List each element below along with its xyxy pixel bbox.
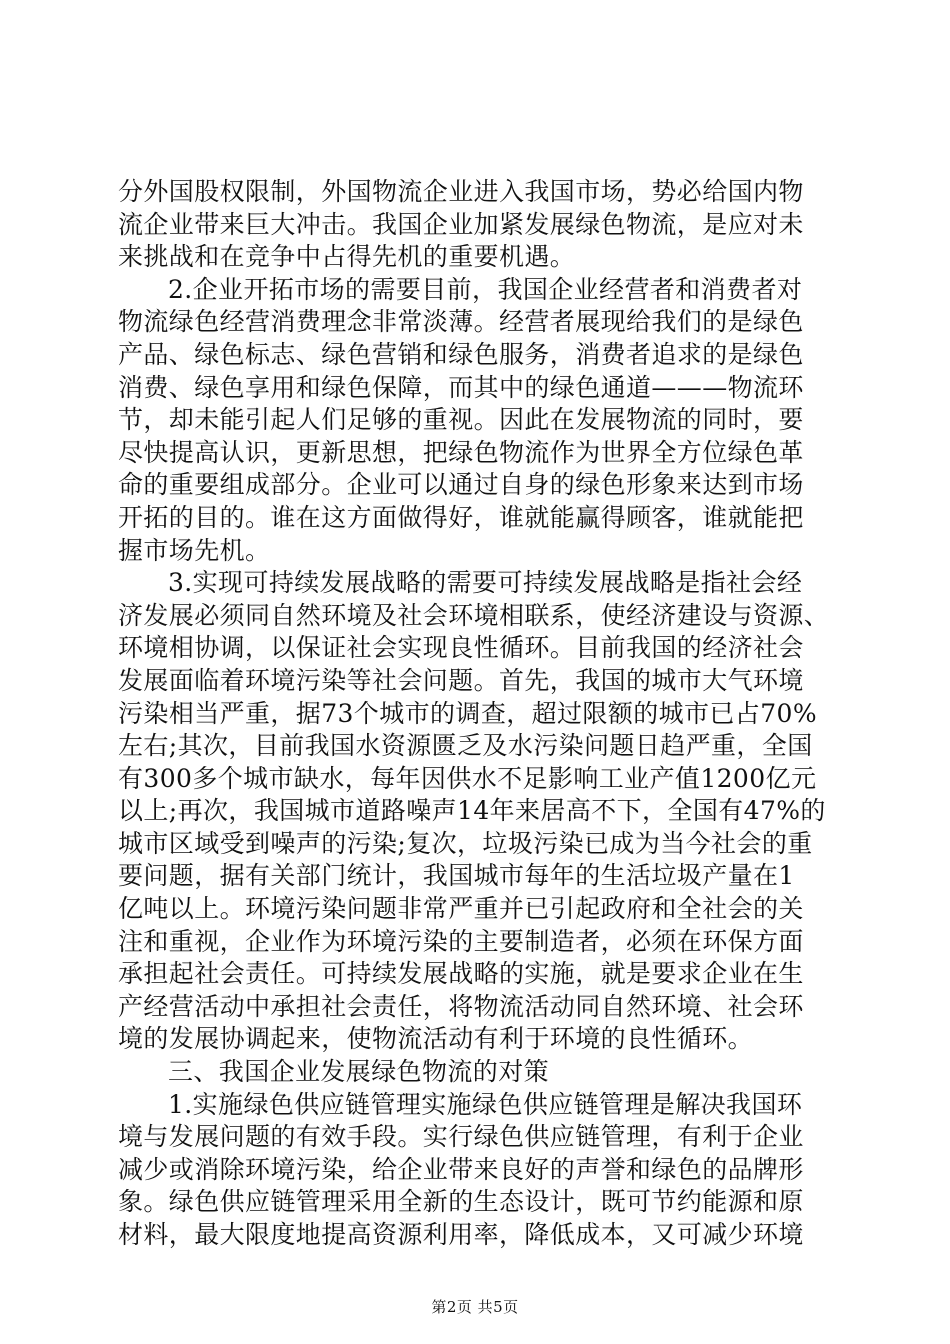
text-line: 减少或消除环境污染，给企业带来良好的声誉和绿色的品牌形 <box>118 1154 804 1184</box>
text-line: 材料，最大限度地提高资源利用率，降低成本，又可减少环境 <box>118 1220 804 1249</box>
text-line: 节，却未能引起人们足够的重视。因此在发展物流的同时，要 <box>118 405 804 435</box>
text-line: 要问题，据有关部门统计，我国城市每年的生活垃圾产量在1 <box>118 861 795 891</box>
text-line: 左右;其次，目前我国水资源匮乏及水污染问题日趋严重，全国 <box>118 731 813 761</box>
text-line: 消费、绿色享用和绿色保障，而其中的绿色通道———物流环 <box>118 372 804 402</box>
document-body <box>118 176 832 1252</box>
text-line: 以上;再次，我国城市道路噪声14年来居高不下，全国有47%的 <box>118 796 826 826</box>
text-line: 象。绿色供应链管理采用全新的生态设计，既可节约能源和原 <box>118 1187 804 1217</box>
section-heading: 三、我国企业发展绿色物流的对策 <box>168 1057 550 1087</box>
text-line: 承担起社会责任。可持续发展战略的实施，就是要求企业在生 <box>118 959 804 989</box>
text-line: 污染相当严重，据73个城市的调查，超过限额的城市已占70% <box>118 698 817 728</box>
text-line: 产品、绿色标志、绿色营销和绿色服务，消费者追求的是绿色 <box>118 339 804 369</box>
text-line: 开拓的目的。谁在这方面做得好，谁就能赢得顾客，谁就能把 <box>118 502 804 532</box>
text-line: 境与发展问题的有效手段。实行绿色供应链管理，有利于企业 <box>118 1122 804 1152</box>
text-line: 1.实施绿色供应链管理实施绿色供应链管理是解决我国环 <box>168 1089 803 1119</box>
text-line: 流企业带来巨大冲击。我国企业加紧发展绿色物流，是应对未 <box>118 209 804 239</box>
text-line: 命的重要组成部分。企业可以通过自身的绿色形象来达到市场 <box>118 470 804 500</box>
text-line: 分外国股权限制，外国物流企业进入我国市场，势必给国内物 <box>118 177 804 206</box>
text-line: 尽快提高认识，更新思想，把绿色物流作为世界全方位绿色革 <box>118 437 804 467</box>
text-line: 亿吨以上。环境污染问题非常严重并已引起政府和全社会的关 <box>118 894 804 924</box>
text-line: 2.企业开拓市场的需要目前，我国企业经营者和消费者对 <box>168 274 803 304</box>
text-line: 济发展必须同自然环境及社会环境相联系，使经济建设与资源、 <box>118 600 830 630</box>
text-line: 发展面临着环境污染等社会问题。首先，我国的城市大气环境 <box>118 665 804 695</box>
page-number-footer: 第2页 共5页 <box>431 1298 519 1316</box>
text-line: 来挑战和在竞争中占得先机的重要机遇。 <box>118 242 576 272</box>
text-line: 产经营活动中承担社会责任，将物流活动同自然环境、社会环 <box>118 991 804 1021</box>
text-line: 物流绿色经营消费理念非常淡薄。经营者展现给我们的是绿色 <box>118 307 804 337</box>
text-line: 境的发展协调起来，使物流活动有利于环境的良性循环。 <box>118 1024 754 1054</box>
text-line: 有300多个城市缺水，每年因供水不足影响工业产值1200亿元 <box>118 763 817 793</box>
text-line: 握市场先机。 <box>118 535 271 565</box>
text-line: 3.实现可持续发展战略的需要可持续发展战略是指社会经 <box>168 568 803 598</box>
text-line: 环境相协调，以保证社会实现良性循环。目前我国的经济社会 <box>118 633 804 663</box>
text-line: 城市区域受到噪声的污染;复次，垃圾污染已成为当今社会的重 <box>118 828 813 858</box>
text-line: 注和重视，企业作为环境污染的主要制造者，必须在环保方面 <box>118 926 804 956</box>
